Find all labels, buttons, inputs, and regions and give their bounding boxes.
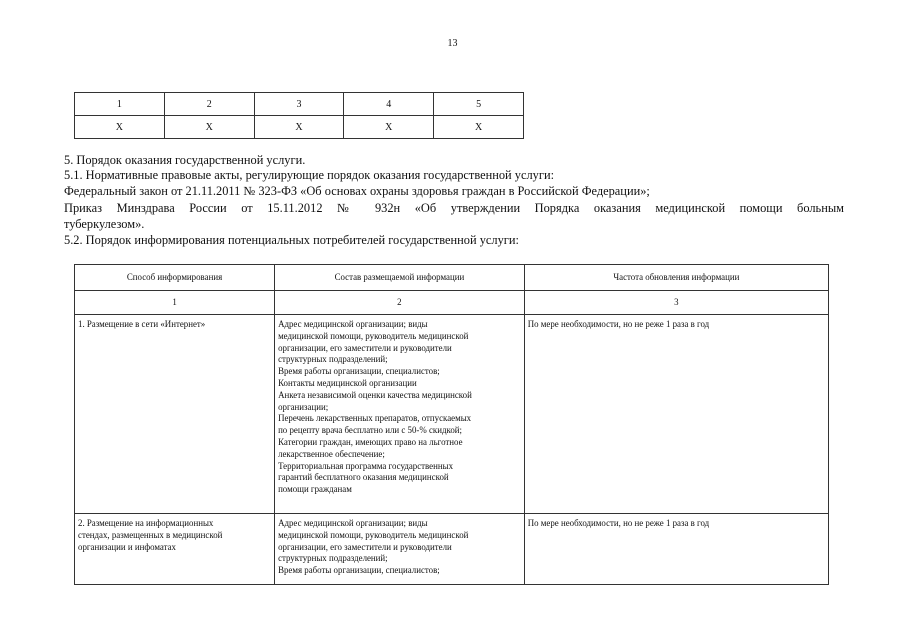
table-cell: X xyxy=(344,116,434,139)
method-line: организации и инфоматах xyxy=(78,541,176,552)
content-line: по рецепту врача бесплатно или с 50-% скидкой; xyxy=(278,425,462,436)
page-number: 13 xyxy=(447,38,458,49)
method-line: 2. Размещение на информационных xyxy=(78,518,214,528)
content-line: организации, его заместители и руководители xyxy=(278,342,452,353)
section-heading-5-1: 5.1. Нормативные правовые акты, регулирующие порядок оказания государственной услуги: xyxy=(64,168,555,182)
content-line: Адрес медицинской организации; виды xyxy=(278,518,428,528)
method-cell: 1. Размещение в сети «Интернет» xyxy=(75,315,275,514)
section-heading-5: 5. Порядок оказания государственной услуги. xyxy=(64,153,306,167)
content-line: медицинской помощи, руководитель медицинской xyxy=(278,330,469,341)
table-cell: 3 xyxy=(254,93,344,116)
table-number-row xyxy=(75,291,829,315)
column-number: 2 xyxy=(275,291,525,315)
method-line: стендах, размещенных в медицинской xyxy=(78,529,223,540)
content-line: организации, его заместители и руководители xyxy=(278,541,452,552)
table-row xyxy=(75,93,524,116)
column-header-content: Состав размещаемой информации xyxy=(275,265,525,291)
column-header-method: Способ информирования xyxy=(75,265,275,291)
table-cell: X xyxy=(434,116,524,139)
content-line: Анкета независимой оценки качества медицинской xyxy=(278,389,472,400)
content-line: Адрес медицинской организации; виды xyxy=(278,319,428,329)
column-number: 1 xyxy=(75,291,275,315)
content-line: Время работы организации, специалистов; xyxy=(278,565,440,576)
content-cell xyxy=(275,514,525,585)
table-header-row xyxy=(75,265,829,291)
content-line: структурных подразделений; xyxy=(278,553,388,564)
table-cell: 5 xyxy=(434,93,524,116)
table-row xyxy=(75,315,829,514)
table-cell: 2 xyxy=(164,93,254,116)
table-cell: X xyxy=(75,116,165,139)
table-row xyxy=(75,514,829,585)
content-line: медицинской помощи, руководитель медицинской xyxy=(278,529,469,540)
content-line: Категории граждан, имеющих право на льготное xyxy=(278,436,463,447)
table-cell: 1 xyxy=(75,93,165,116)
content-line: Территориальная программа государственных xyxy=(278,460,454,471)
content-line: организации; xyxy=(278,401,329,412)
legal-act-order-line2: туберкулезом». xyxy=(64,217,145,231)
frequency-cell: По мере необходимости, но не реже 1 раза в год xyxy=(524,315,828,514)
legal-act-order-line1: Приказ Минздрава России от 15.11.2012 № 932н «Об утверждении Порядка оказания медицинской помощи больным xyxy=(64,201,844,215)
frequency-cell: По мере необходимости, но не реже 1 раза в год xyxy=(524,514,828,585)
column-index-table xyxy=(74,92,524,139)
content-line: Контакты медицинской организации xyxy=(278,377,417,388)
content-line: Перечень лекарственных препаратов, отпускаемых xyxy=(278,413,472,424)
content-line: структурных подразделений; xyxy=(278,354,388,365)
information-table xyxy=(74,264,829,585)
legal-act-federal-law: Федеральный закон от 21.11.2011 № 323-ФЗ «Об основах охраны здоровья граждан в Российской Федерации»; xyxy=(64,184,650,198)
content-line: Время работы организации, специалистов; xyxy=(278,366,440,377)
content-cell xyxy=(275,315,525,514)
method-cell xyxy=(75,514,275,585)
section-heading-5-2: 5.2. Порядок информирования потенциальных потребителей государственной услуги: xyxy=(64,233,519,247)
table-cell: X xyxy=(164,116,254,139)
column-header-frequency: Частота обновления информации xyxy=(524,265,828,291)
column-number: 3 xyxy=(524,291,828,315)
table-row xyxy=(75,116,524,139)
content-line: гарантий бесплатного оказания медицинской xyxy=(278,472,449,483)
content-line: лекарственное обеспечение; xyxy=(278,448,385,459)
table-cell: 4 xyxy=(344,93,434,116)
content-line: помощи гражданам xyxy=(278,484,352,495)
table-cell: X xyxy=(254,116,344,139)
